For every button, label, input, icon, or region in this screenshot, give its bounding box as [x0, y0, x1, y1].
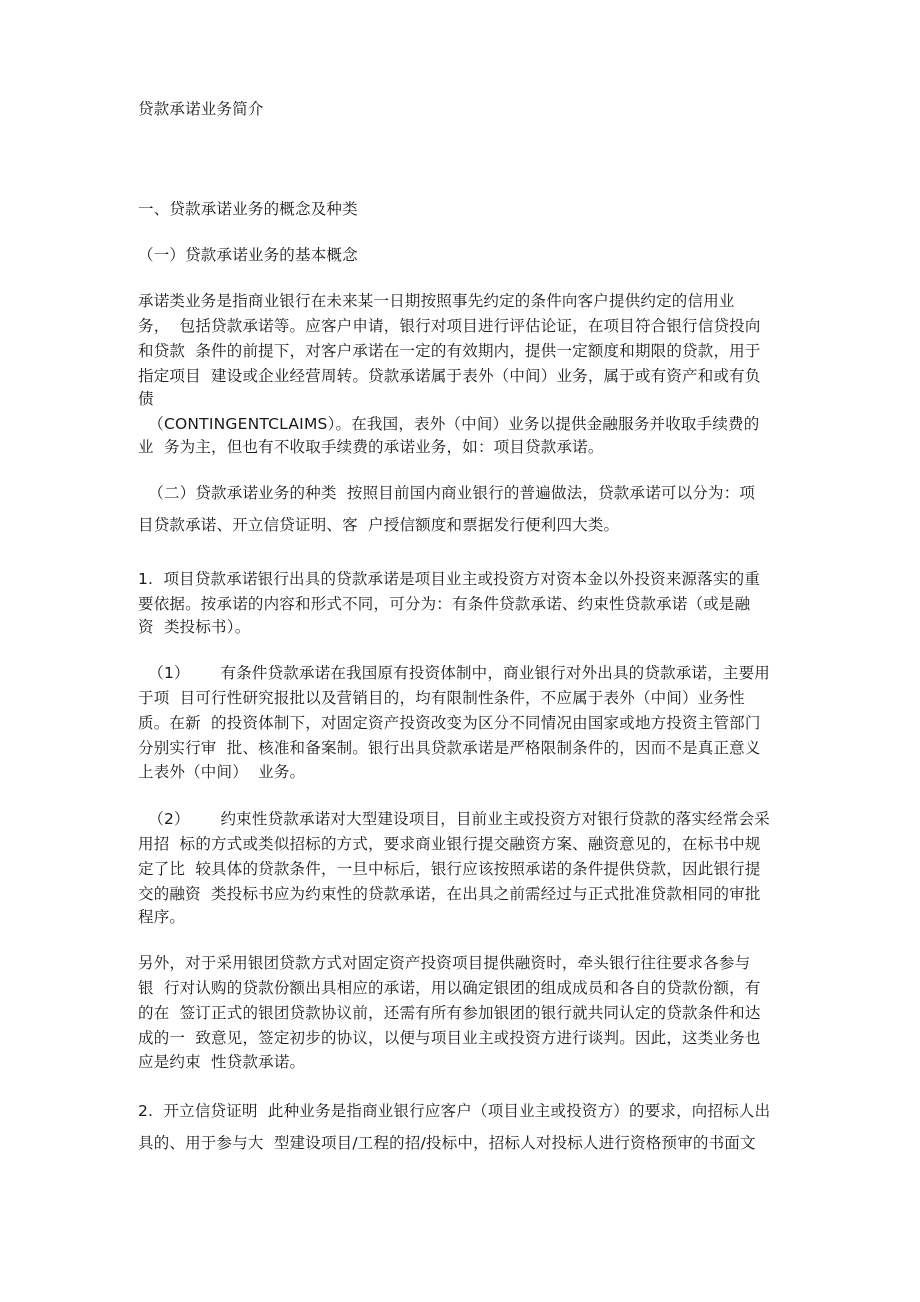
text-line: 要依据。按承诺的内容和形式不同，可分为：有条件贷款承诺、约束性贷款承诺（或是融 — [138, 595, 751, 613]
text-line: 分别实行审 批、核准和备案制。银行出具贷款承诺是严格限制条件的，因而不是真正意义 — [138, 739, 761, 757]
text-line: 银 行对认购的贷款份额出具相应的承诺，用以确定银团的组成成员和各自的贷款份额，有 — [138, 979, 761, 997]
text-line: （CONTINGENTCLAIMS）。在我国，表外（中间）业务以提供金融服务并收取手续费的 — [138, 415, 760, 433]
text-line: 具的、用于参与大 型建设项目/工程的招/投标中，招标人对投标人进行资格预审的书面文 — [138, 1134, 756, 1152]
text-line: 和贷款 条件的前提下，对客户承诺在一定的有效期内，提供一定额度和期限的贷款，用于 — [138, 342, 761, 360]
text-line: 定了比 较具体的贷款条件，一旦中标后，银行应该按照承诺的条件提供贷款，因此银行提 — [138, 860, 761, 878]
text-line: 资 类投标书）。 — [138, 618, 251, 636]
text-line: 债 — [138, 390, 154, 408]
text-line: 上表外（中间） 业务。 — [138, 763, 306, 781]
text-line: 程序。 — [138, 908, 186, 926]
text-line: 1. 项目贷款承诺银行出具的贷款承诺是项目业主或投资方对资本金以外投资来源落实的重 — [138, 570, 761, 588]
text-line: （二）贷款承诺业务的种类 按照目前国内商业银行的普遍做法，贷款承诺可以分为：项 — [138, 484, 756, 502]
text-line: 用招 标的方式或类似招标的方式，要求商业银行提交融资方案、融资意见的，在标书中规 — [138, 835, 761, 853]
text-line: 另外，对于采用银团贷款方式对固定资产投资项目提供融资时，牵头银行往往要求各参与 — [138, 954, 751, 972]
text-line: 应是约束 性贷款承诺。 — [138, 1053, 306, 1071]
text-line: 成的一 致意见，签定初步的协议，以便与项目业主或投资方进行谈判。因此，这类业务也 — [138, 1029, 761, 1047]
text-line: （1） 有条件贷款承诺在我国原有投资体制中，商业银行对外出具的贷款承诺，主要用 — [138, 664, 770, 682]
text-line: 目贷款承诺、开立信贷证明、客 户授信额度和票据发行便利四大类。 — [138, 516, 620, 534]
text-line: 交的融资 类投标书应为约束性的贷款承诺，在出具之前需经过与正式批准贷款相同的审批 — [138, 885, 761, 903]
text-line: 的在 签订正式的银团贷款协议前，还需有所有参加银团的银行就共同认定的贷款条件和达 — [138, 1004, 761, 1022]
section-heading: 一、贷款承诺业务的概念及种类 — [138, 200, 358, 218]
text-line: 2. 开立信贷证明 此种业务是指商业银行应客户（项目业主或投资方）的要求，向招标人出 — [138, 1102, 771, 1120]
text-line: 业 务为主，但也有不收取手续费的承诺业务，如：项目贷款承诺。 — [138, 438, 604, 456]
text-line: 指定项目 建设或企业经营周转。贷款承诺属于表外（中间）业务，属于或有资产和或有负 — [138, 367, 761, 385]
text-line: （2） 约束性贷款承诺对大型建设项目，目前业主或投资方对银行贷款的落实经常会采 — [138, 810, 770, 828]
text-line: 务， 包括贷款承诺等。应客户申请，银行对项目进行评估论证，在项目符合银行信贷投向 — [138, 317, 761, 335]
text-line: 承诺类业务是指商业银行在未来某一日期按照事先约定的条件向客户提供约定的信用业 — [138, 292, 735, 310]
document-title: 贷款承诺业务简介 — [138, 100, 264, 118]
subsection-heading: （一）贷款承诺业务的基本概念 — [138, 246, 358, 264]
text-line: 质。在新 的投资体制下，对固定资产投资改变为区分不同情况由国家或地方投资主管部门 — [138, 714, 761, 732]
text-line: 于项 目可行性研究报批以及营销目的，均有限制性条件，不应属于表外（中间）业务性 — [138, 689, 745, 707]
